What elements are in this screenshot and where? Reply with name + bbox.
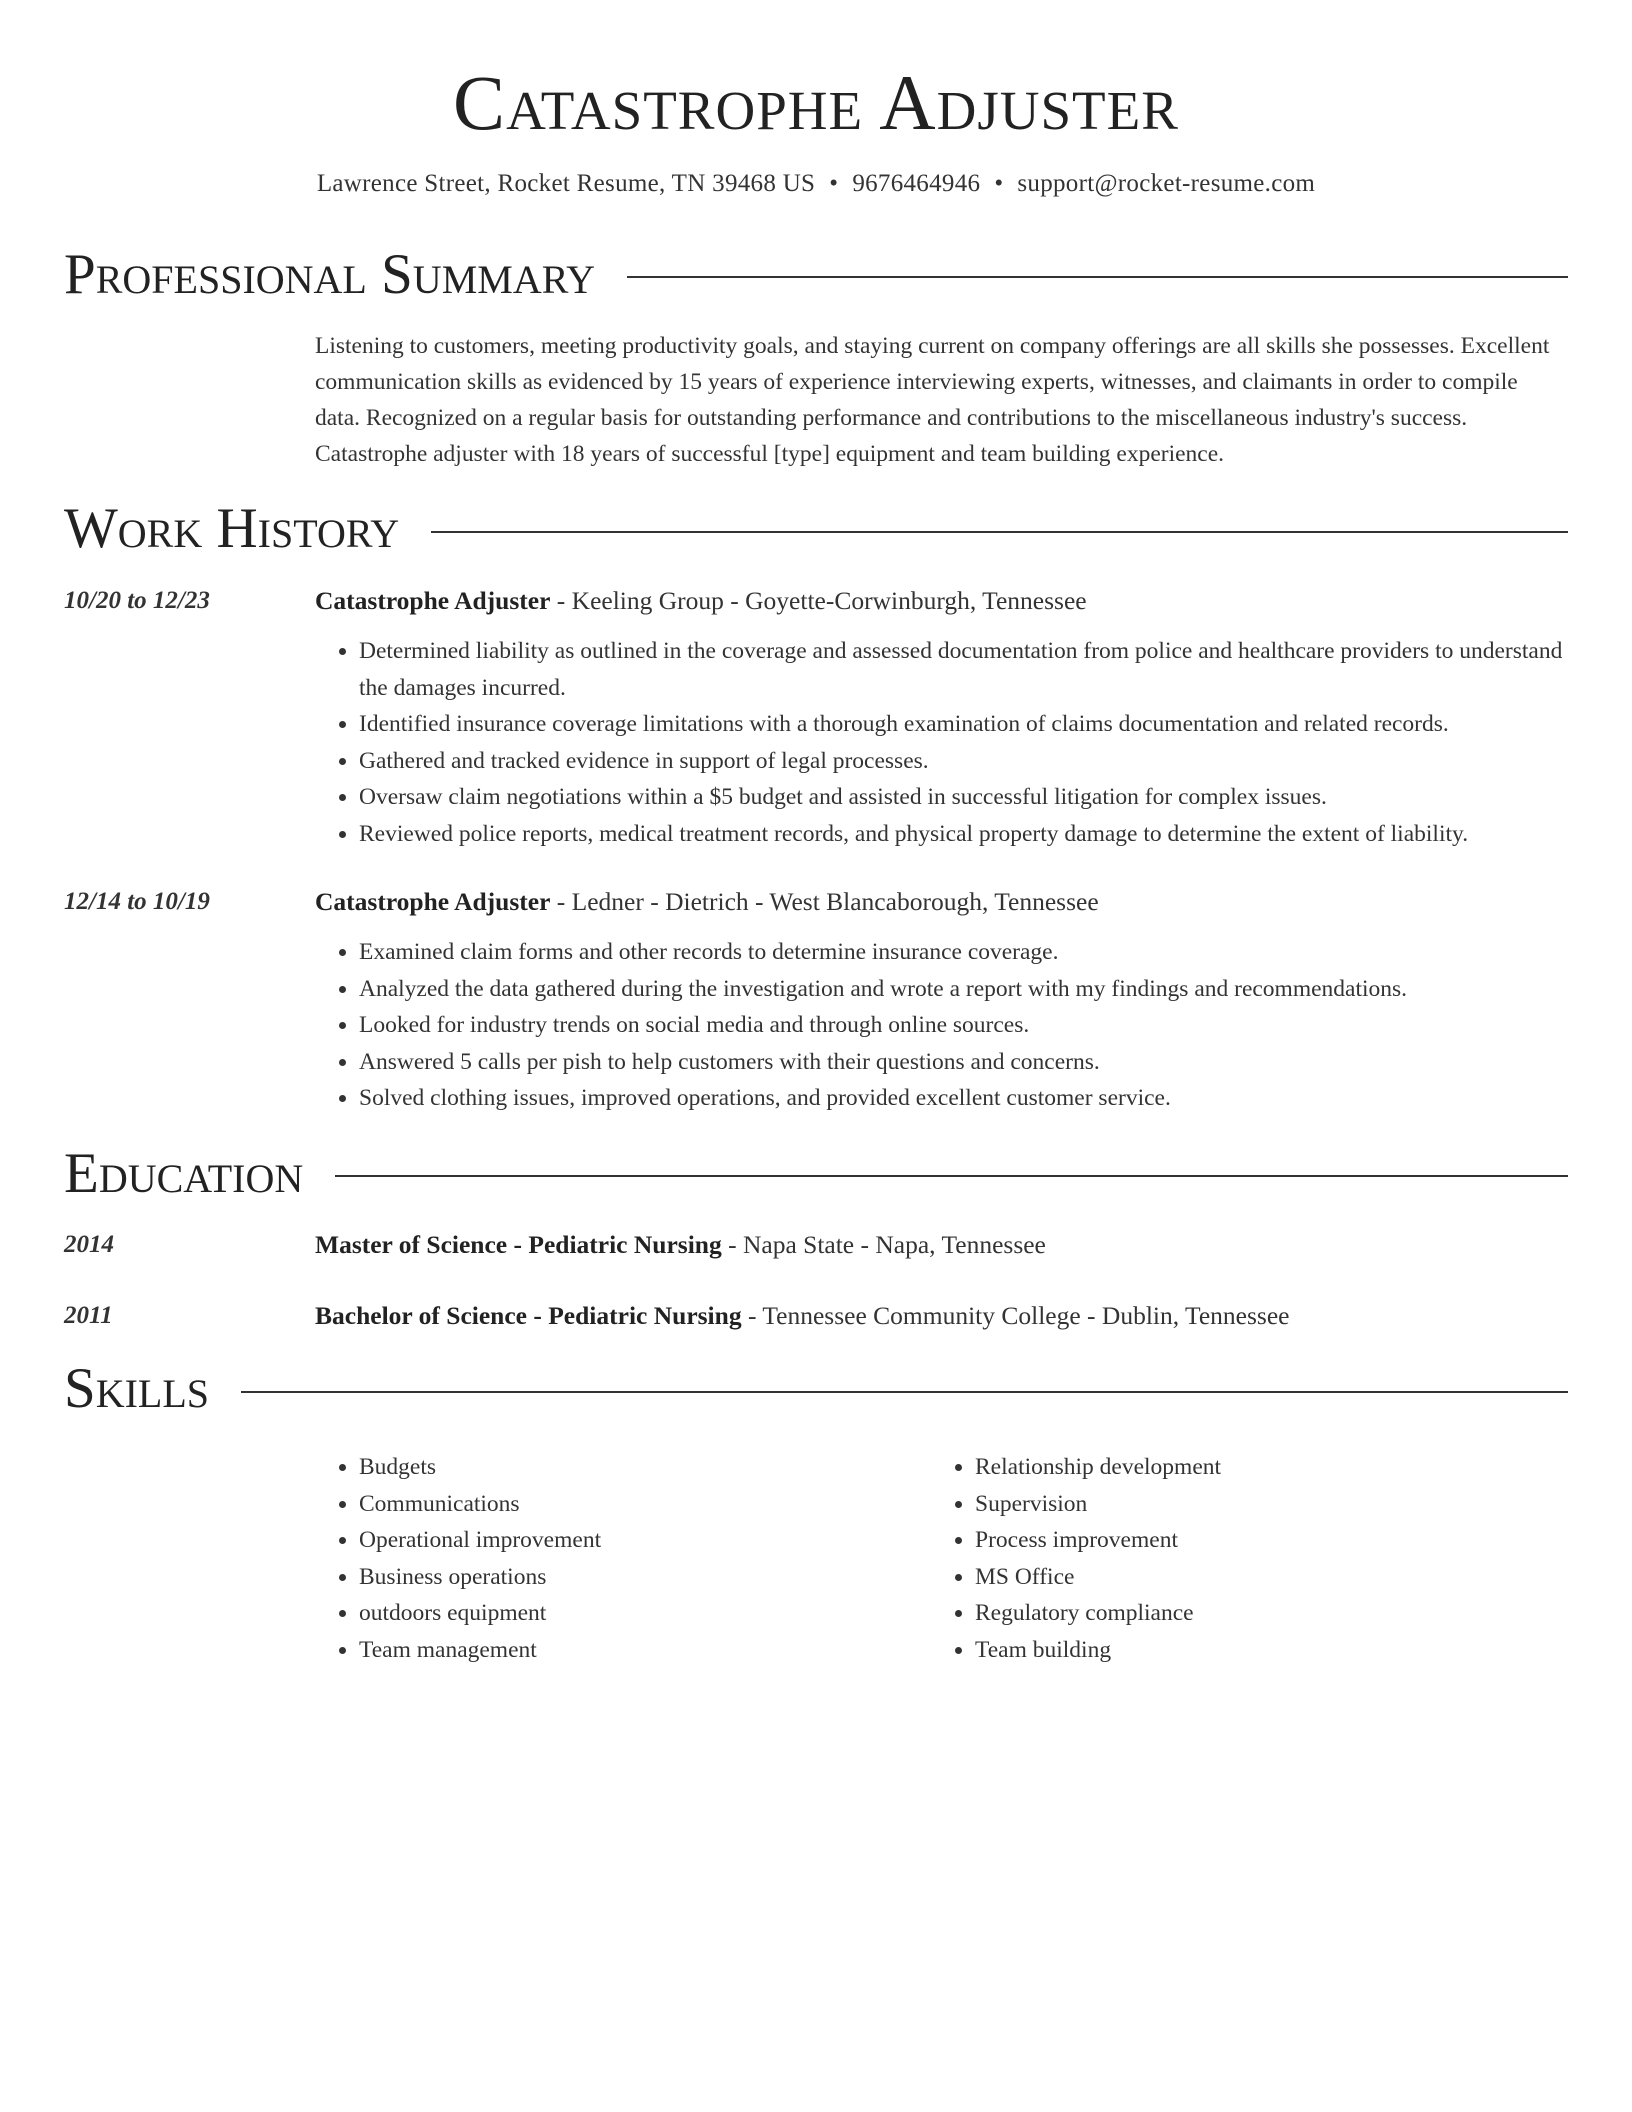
contact-email: support@rocket-resume.com: [1017, 169, 1316, 197]
education-entry: [64, 1227, 1568, 1263]
job-bullet: • Gathered and tracked evidence in support of legal processes.: [359, 743, 1568, 780]
skill-item: • MS Office: [975, 1559, 1547, 1596]
skill-item: • Communications: [359, 1486, 931, 1523]
job-role: Catastrophe Adjuster: [315, 887, 551, 917]
work-section-header: [64, 498, 1568, 561]
education-title-line: [315, 1227, 1568, 1263]
job-bullet: • Identified insurance coverage limitations with a thorough examination of claims documentation and related records.: [359, 706, 1568, 743]
education-section-title: Education: [64, 1141, 304, 1205]
contact-separator: •: [994, 169, 1004, 197]
candidate-name: Catastrophe Adjuster: [453, 59, 1179, 146]
skill-item: • Team management: [359, 1632, 931, 1669]
work-section-title: Work History: [64, 497, 400, 561]
job-bullets: [315, 934, 1568, 1117]
skills-column-right: [931, 1449, 1547, 1668]
resume-page: [64, 0, 1568, 2112]
education-degree: Bachelor of Science - Pediatric Nursing: [315, 1301, 742, 1331]
skills-section-header: [64, 1358, 1568, 1421]
skills-grid: [315, 1449, 1568, 1668]
job-role: Catastrophe Adjuster: [315, 586, 551, 616]
summary-section-title: Professional Summary: [64, 242, 596, 306]
job-bullet: • Oversaw claim negotiations within a $5 budget and assisted in successful litigation for complex issues.: [359, 779, 1568, 816]
job-bullet: • Solved clothing issues, improved operations, and provided excellent customer service.: [359, 1080, 1568, 1117]
job-bullet: • Determined liability as outlined in the coverage and assessed documentation from police and healthcare providers to understand the damages incurred.: [359, 633, 1568, 706]
skills-section-title: Skills: [64, 1357, 210, 1421]
education-title-line: [315, 1298, 1568, 1334]
skill-item: • Process improvement: [975, 1522, 1547, 1559]
skill-item: • Budgets: [359, 1449, 931, 1486]
section-divider: [627, 276, 1568, 278]
job-entry: [64, 884, 1568, 1117]
education-school: - Tennessee Community College - Dublin, Tennessee: [741, 1301, 1290, 1331]
job-employer: - Ledner - Dietrich - West Blancaborough, Tennessee: [550, 887, 1099, 917]
skill-item: • outdoors equipment: [359, 1595, 931, 1632]
summary-section-header: [64, 244, 1568, 307]
skill-item: • Operational improvement: [359, 1522, 931, 1559]
education-body: [315, 1298, 1568, 1334]
job-body: [315, 884, 1568, 1117]
job-bullet: • Looked for industry trends on social media and through online sources.: [359, 1007, 1568, 1044]
job-title-line: [315, 884, 1568, 920]
job-body: [315, 583, 1568, 852]
education-school: - Napa State - Napa, Tennessee: [721, 1230, 1046, 1260]
skill-item: • Business operations: [359, 1559, 931, 1596]
skill-item: • Supervision: [975, 1486, 1547, 1523]
contact-address: Lawrence Street, Rocket Resume, TN 39468 US: [316, 169, 816, 197]
job-title-line: [315, 583, 1568, 619]
education-entry: [64, 1298, 1568, 1334]
education-body: [315, 1227, 1568, 1263]
job-bullet: • Reviewed police reports, medical treatment records, and physical property damage to determine the extent of liability.: [359, 816, 1568, 853]
section-divider: [335, 1175, 1568, 1177]
job-entry: [64, 583, 1568, 852]
section-divider: [431, 531, 1568, 533]
job-bullet: • Analyzed the data gathered during the investigation and wrote a report with my findings and recommendations.: [359, 971, 1568, 1008]
contact-separator: •: [829, 169, 839, 197]
job-bullets: [315, 633, 1568, 852]
job-bullet: • Answered 5 calls per pish to help customers with their questions and concerns.: [359, 1044, 1568, 1081]
contact-line: [64, 170, 1568, 198]
job-employer: - Keeling Group - Goyette-Corwinburgh, Tennessee: [550, 586, 1087, 616]
skills-column-left: [315, 1449, 931, 1668]
summary-text: Listening to customers, meeting productivity goals, and staying current on company offerings are all skills she possesses. Excellent communication skills as evidenced by 15 years of experience interviewing experts, witnesses, and claimants in order to compile data. Recognized on a regular basis for outstanding performance and contributions to the miscellaneous industry's success. Catastrophe adjuster with 18 years of successful [type] equipment and team building experience.: [315, 333, 1550, 468]
education-section-header: [64, 1143, 1568, 1206]
job-dates: 12/14 to 10/19: [64, 888, 210, 916]
skill-item: • Relationship development: [975, 1449, 1547, 1486]
contact-phone: 9676464946: [852, 169, 981, 197]
education-degree: Master of Science - Pediatric Nursing: [315, 1230, 722, 1260]
skill-item: • Team building: [975, 1632, 1547, 1669]
job-dates: 10/20 to 12/23: [64, 587, 210, 615]
job-bullet: • Examined claim forms and other records to determine insurance coverage.: [359, 934, 1568, 971]
education-year: 2014: [64, 1231, 114, 1259]
section-divider: [241, 1391, 1568, 1393]
education-year: 2011: [64, 1302, 113, 1330]
skill-item: • Regulatory compliance: [975, 1595, 1547, 1632]
